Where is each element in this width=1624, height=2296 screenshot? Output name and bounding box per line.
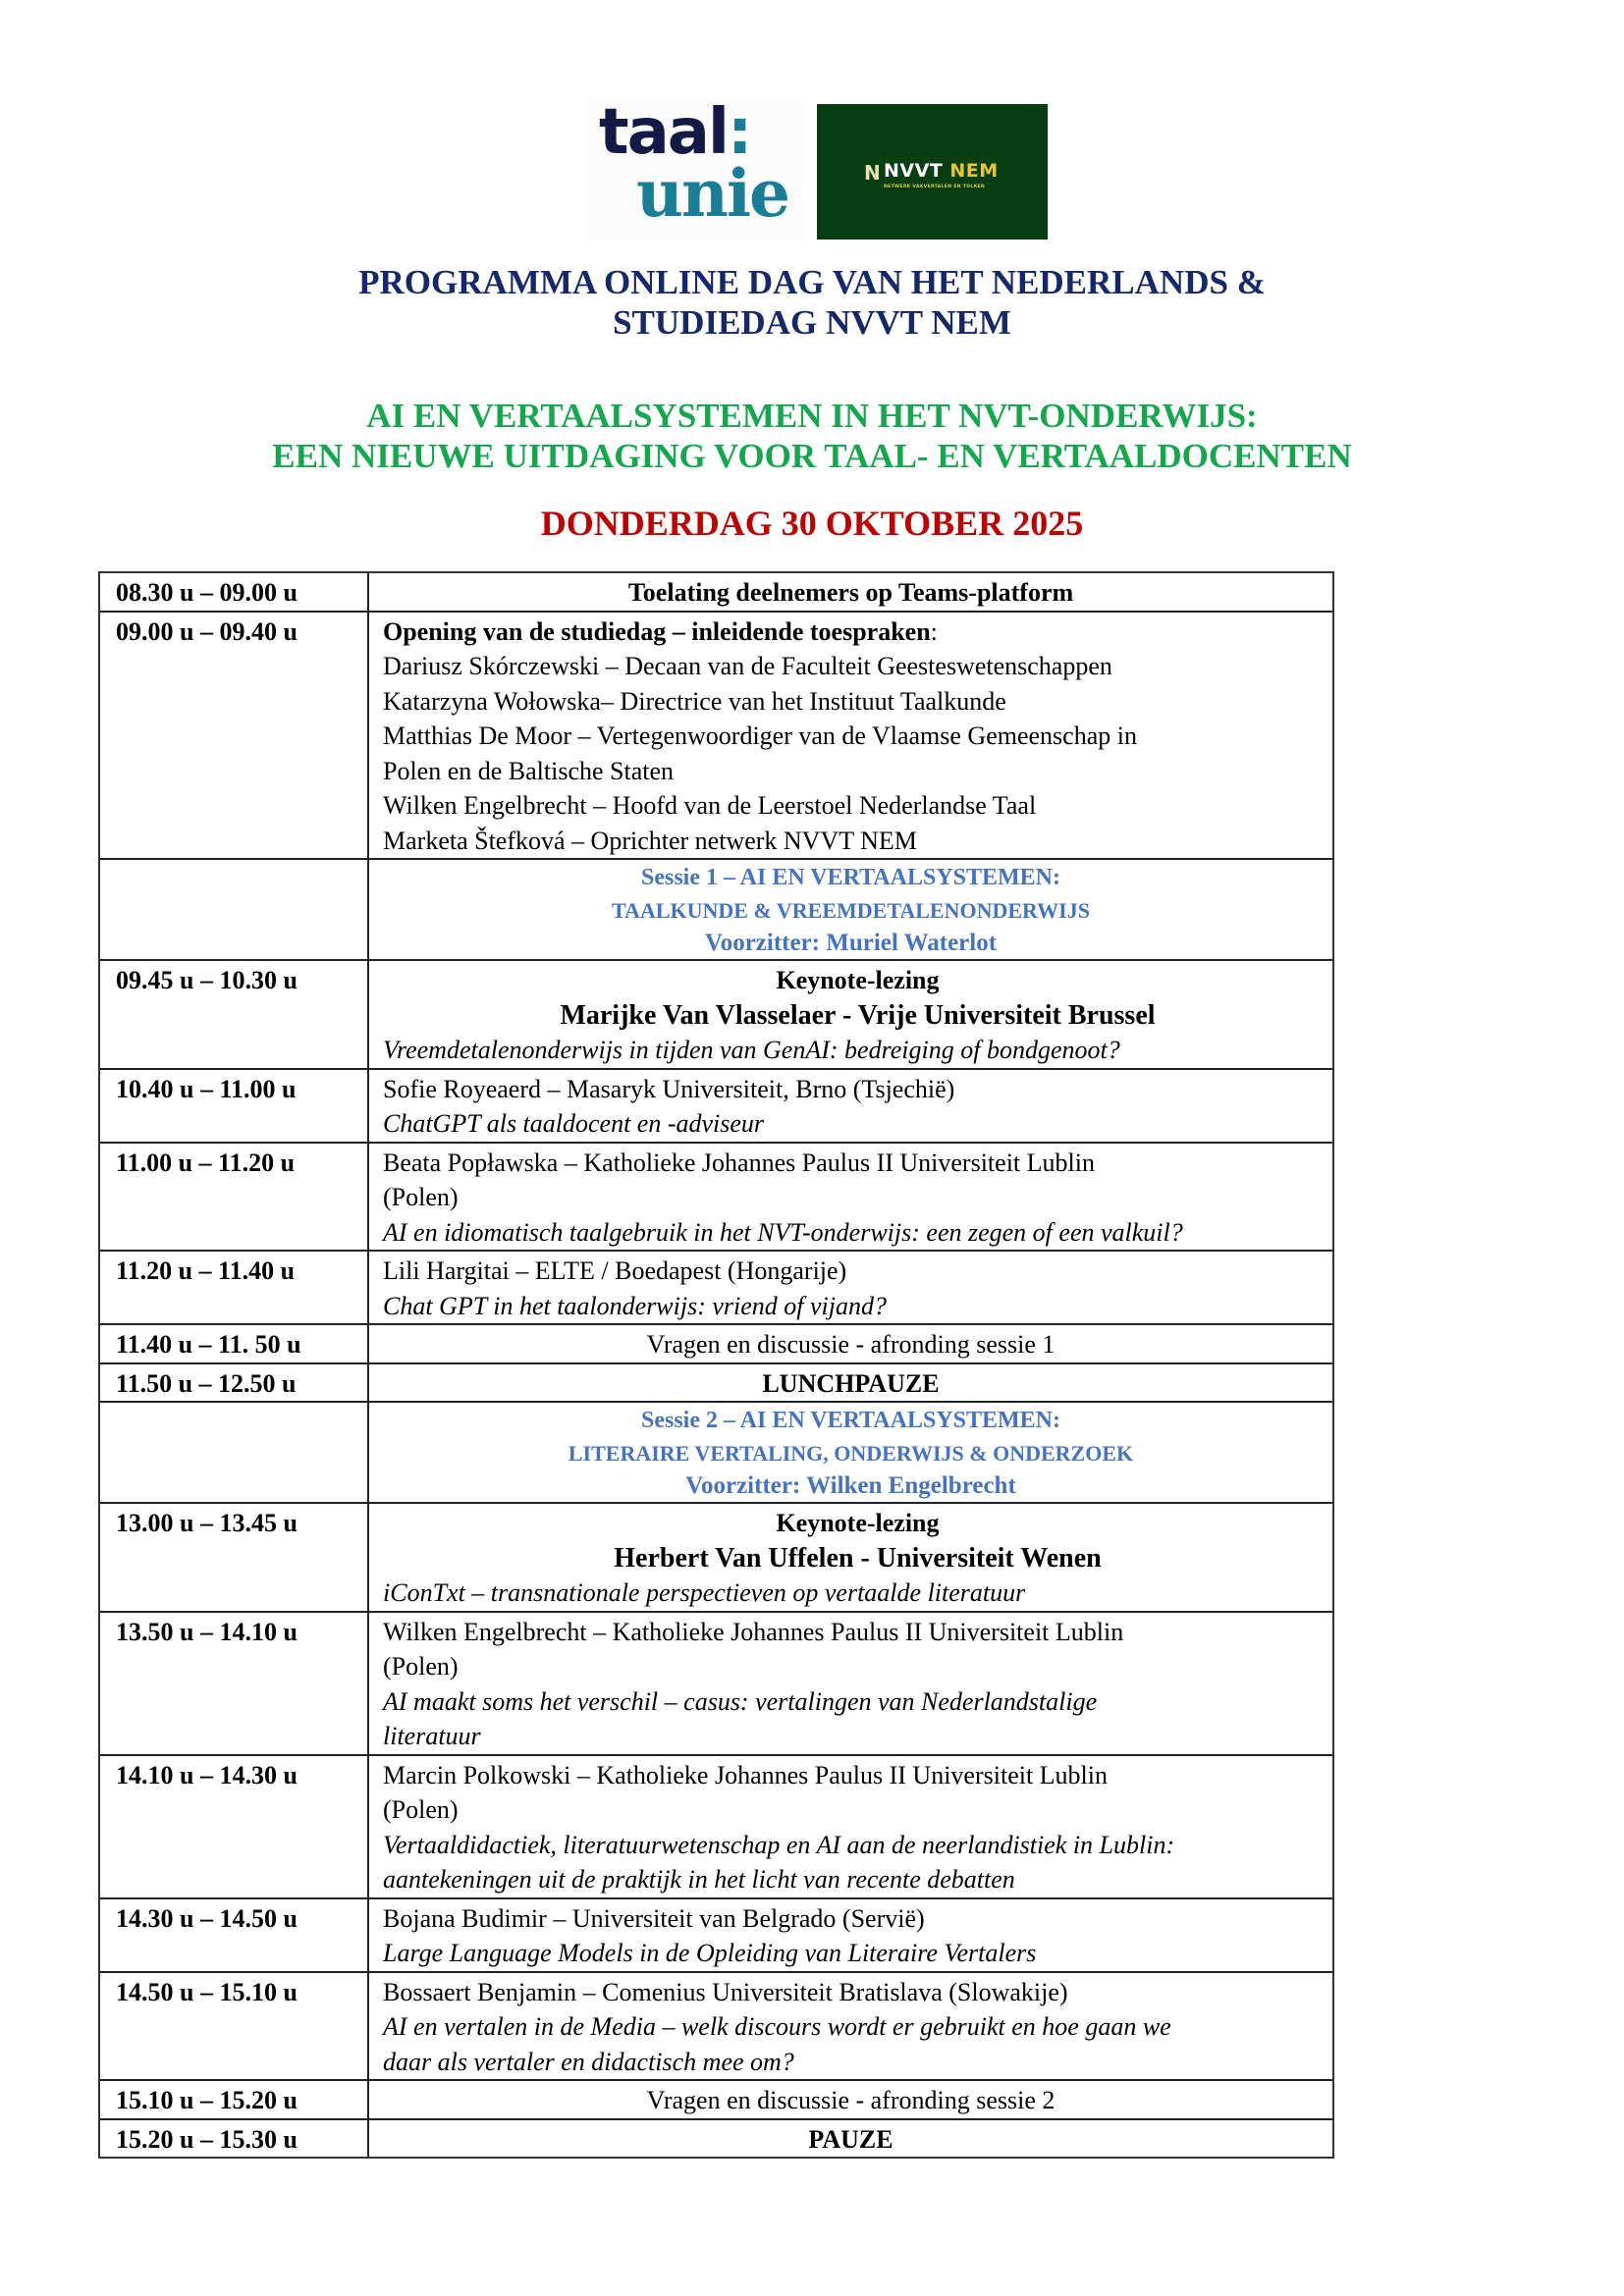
schedule-row (100, 1401, 1332, 1502)
theme-title-line-1: AI EN VERTAALSYSTEMEN IN HET NVT-ONDERWIJS: (366, 397, 1258, 435)
opening-speaker: Dariusz Skórczewski – Decaan van de Faculteit Geesteswetenschappen (383, 652, 1112, 680)
talk-cell (369, 1070, 1332, 1142)
speaker-affiliation: Beata Popławska – Katholieke Johannes Paulus II Universiteit Lublin (383, 1148, 1095, 1177)
opening-cell (369, 613, 1332, 859)
talk-title: AI maakt soms het verschil – casus: vertalingen van Nederlandstalige (383, 1686, 1098, 1716)
nvvt-nem-logo (817, 104, 1048, 240)
nvvt-n-mark-icon: N (864, 161, 881, 185)
session-header (369, 860, 1332, 959)
session-header-line: LITERAIRE VERTALING, ONDERWIJS & ONDERZOEK (568, 1441, 1134, 1466)
time-slot: 09.00 u – 09.40 u (100, 613, 369, 859)
schedule-row (100, 858, 1332, 959)
keynote-cell (369, 1504, 1332, 1611)
speaker-affiliation: Lili Hargitai – ELTE / Boedapest (Hongarije) (383, 1256, 847, 1285)
schedule-row (100, 1971, 1332, 2080)
nvvt-logo-name: NVVT (884, 160, 944, 182)
time-slot: 15.20 u – 15.30 u (100, 2120, 369, 2158)
time-slot: 08.30 u – 09.00 u (100, 573, 369, 611)
session-header-line: Sessie 1 – AI EN VERTAALSYSTEMEN: (640, 865, 1060, 890)
schedule-row (100, 1502, 1332, 1611)
agenda-item-title: PAUZE (808, 2124, 893, 2154)
keynote-speaker: Herbert Van Uffelen - Universiteit Wenen (614, 1542, 1102, 1574)
speaker-affiliation: (Polen) (383, 1652, 459, 1681)
speaker-affiliation: (Polen) (383, 1795, 459, 1824)
taalunie-logo (587, 96, 803, 240)
time-slot: 14.30 u – 14.50 u (100, 1899, 369, 1971)
talk-cell (369, 1899, 1332, 1971)
opening-speaker: Katarzyna Wołowska– Directrice van het Instituut Taalkunde (383, 686, 1006, 716)
agenda-item-title: LUNCHPAUZE (762, 1368, 940, 1398)
keynote-speaker: Marijke Van Vlasselaer - Vrije Universiteit Brussel (560, 999, 1156, 1031)
speaker-affiliation: Wilken Engelbrecht – Katholieke Johannes Paulus II Universiteit Lublin (383, 1617, 1124, 1646)
schedule-row (100, 1068, 1332, 1142)
discussion-text: Vragen en discussie - afronding sessie 1 (646, 1330, 1056, 1359)
speaker-affiliation: Bojana Budimir – Universiteit van Belgrado (Servië) (383, 1903, 925, 1933)
time-slot: 15.10 u – 15.20 u (100, 2081, 369, 2118)
schedule-row (100, 1142, 1332, 1251)
opening-speaker: Polen en de Baltische Staten (383, 756, 675, 785)
time-slot (100, 860, 369, 959)
opening-title (383, 614, 1332, 650)
opening-title-suffix: : (930, 616, 938, 646)
time-slot: 11.40 u – 11. 50 u (100, 1325, 369, 1362)
time-slot: 13.00 u – 13.45 u (100, 1504, 369, 1611)
schedule-row (100, 1323, 1332, 1362)
time-slot: 11.20 u – 11.40 u (100, 1252, 369, 1323)
opening-speaker: Wilken Engelbrecht – Hoofd van de Leerstoel Nederlandse Taal (383, 791, 1037, 820)
talk-cell (369, 1756, 1332, 1897)
time-slot: 11.50 u – 12.50 u (100, 1364, 369, 1402)
talk-cell (369, 1613, 1332, 1754)
talk-title: literatuur (383, 1722, 481, 1750)
discussion-text: Vragen en discussie - afronding sessie 2 (646, 2086, 1056, 2114)
taalunie-logo-word2: unie (636, 155, 789, 232)
talk-cell (369, 1973, 1332, 2080)
taalunie-logo-colon: : (727, 96, 751, 169)
time-slot: 13.50 u – 14.10 u (100, 1613, 369, 1754)
talk-title: Chat GPT in het taalonderwijs: vriend of vijand? (383, 1291, 888, 1320)
opening-title-text: Opening van de studiedag – inleidende toespraken (383, 616, 931, 646)
talk-title: Large Language Models in de Opleiding van Literaire Vertalers (383, 1939, 1037, 1967)
talk-cell (369, 1252, 1332, 1323)
time-slot: 11.00 u – 11.20 u (100, 1144, 369, 1251)
talk-title: AI en vertalen in de Media – welk discours wordt er gebruikt en hoe gaan we (383, 2012, 1171, 2041)
talk-cell (369, 1144, 1332, 1251)
program-title-line-1: PROGRAMMA ONLINE DAG VAN HET NEDERLANDS & (358, 263, 1266, 301)
session-header-line: TAALKUNDE & VREEMDETALENONDERWIJS (612, 898, 1090, 923)
nvvt-logo-accent: NEM (949, 160, 999, 182)
time-slot: 14.50 u – 15.10 u (100, 1973, 369, 2080)
talk-title: AI en idiomatisch taalgebruik in het NVT-onderwijs: een zegen of een valkuil? (383, 1217, 1183, 1247)
speaker-affiliation: (Polen) (383, 1183, 459, 1211)
keynote-cell (369, 961, 1332, 1068)
time-slot (100, 1403, 369, 1502)
schedule-row (100, 2079, 1332, 2118)
session-header-line: Voorzitter: Wilken Engelbrecht (685, 1472, 1016, 1499)
talk-title: Vreemdetalenonderwijs in tijden van GenAI: bedreiging of bondgenoot? (383, 1036, 1120, 1064)
schedule-table (98, 571, 1334, 2159)
talk-title: aantekeningen uit de praktijk in het licht van recente debatten (383, 1865, 1015, 1894)
program-title-line-2: STUDIEDAG NVVT NEM (613, 303, 1011, 342)
keynote-label: Keynote-lezing (776, 966, 940, 994)
time-slot: 14.10 u – 14.30 u (100, 1756, 369, 1897)
schedule-row (100, 1362, 1332, 1402)
theme-title-line-2: EEN NIEUWE UITDAGING VOOR TAAL- EN VERTAALDOCENTEN (272, 437, 1352, 475)
schedule-row (100, 1611, 1332, 1754)
talk-title: Vertaaldidactiek, literatuurwetenschap en AI aan de neerlandistiek in Lublin: (383, 1830, 1175, 1859)
time-slot: 09.45 u – 10.30 u (100, 961, 369, 1068)
speaker-affiliation: Bossaert Benjamin – Comenius Universiteit Bratislava (Slowakije) (383, 1977, 1068, 2006)
schedule-row (100, 1250, 1332, 1323)
event-date: DONDERDAG 30 OKTOBER 2025 (540, 504, 1084, 543)
schedule-row (100, 1897, 1332, 1971)
session-header-line: Voorzitter: Muriel Waterlot (704, 930, 998, 956)
schedule-row (100, 2118, 1332, 2158)
nvvt-logo-subtitle: NETWERK VAKVERTALEN EN TOLKEN (884, 185, 986, 189)
talk-title: ChatGPT als taaldocent en -adviseur (383, 1109, 765, 1138)
schedule-row (100, 1754, 1332, 1897)
session-header-line: Sessie 2 – AI EN VERTAALSYSTEMEN: (640, 1408, 1060, 1433)
talk-title: iConTxt – transnationale perspectieven op vertaalde literatuur (383, 1578, 1026, 1607)
opening-speaker: Matthias De Moor – Vertegenwoordiger van de Vlaamse Gemeenschap in (383, 721, 1137, 750)
time-slot: 10.40 u – 11.00 u (100, 1070, 369, 1142)
schedule-row (100, 959, 1332, 1068)
opening-speaker: Marketa Štefková – Oprichter netwerk NVVT NEM (383, 826, 917, 855)
taalunie-logo-word1: taal (599, 96, 728, 169)
keynote-label: Keynote-lezing (776, 1509, 940, 1537)
schedule-row (100, 573, 1332, 611)
schedule-row (100, 611, 1332, 859)
logo-bar (587, 96, 1054, 240)
agenda-item-title: Toelating deelnemers op Teams-platform (627, 578, 1074, 607)
session-header (369, 1403, 1332, 1502)
speaker-affiliation: Sofie Royeaerd – Masaryk Universiteit, Brno (Tsjechië) (383, 1074, 955, 1103)
talk-title: daar als vertaler en didactisch mee om? (383, 2047, 794, 2076)
speaker-affiliation: Marcin Polkowski – Katholieke Johannes Paulus II Universiteit Lublin (383, 1760, 1109, 1789)
